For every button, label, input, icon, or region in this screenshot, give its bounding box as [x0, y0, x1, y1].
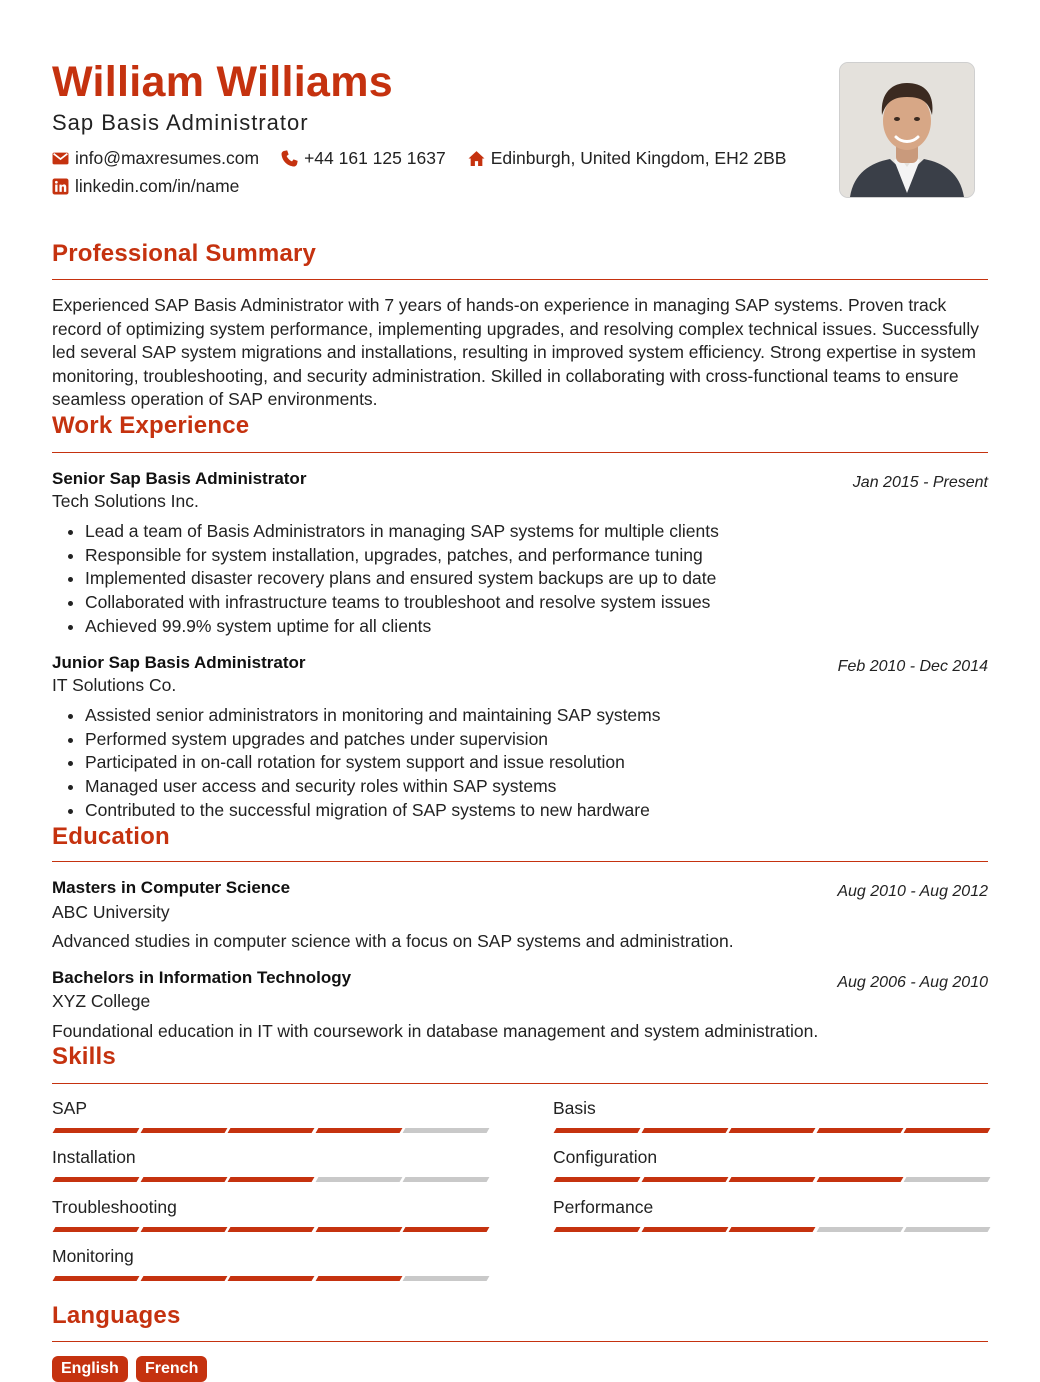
skill-segment-filled — [729, 1177, 815, 1182]
skill-segment-filled — [53, 1227, 139, 1232]
education-heading: Education — [52, 823, 170, 850]
degree-description: Advanced studies in computer science with a focus on SAP systems and administration. — [52, 931, 734, 951]
skill-segment-filled — [140, 1177, 226, 1182]
job-company: IT Solutions Co. — [52, 675, 177, 695]
degree-dates: Aug 2010 - Aug 2012 — [837, 883, 988, 900]
summary-heading: Professional Summary — [52, 240, 317, 267]
degree-description: Foundational education in IT with coursework in database management and system administration. — [52, 1021, 819, 1041]
skill-segment-filled — [641, 1128, 727, 1133]
skill-segment-filled — [228, 1177, 314, 1182]
school-name: XYZ College — [52, 991, 151, 1011]
job-title: Senior Sap Basis Administrator — [52, 469, 307, 488]
skill-segment-filled — [140, 1128, 226, 1133]
candidate-name: William Williams — [52, 58, 393, 106]
list-item: • Collaborated with infrastructure teams to troubleshoot and resolve system issues — [85, 591, 719, 615]
skill-segment-filled — [315, 1276, 401, 1281]
skill-segment-filled — [403, 1227, 489, 1232]
skill-segment-filled — [816, 1177, 902, 1182]
summary-text: Experienced SAP Basis Administrator with 7 years of hands-on experience in managing SAP systems. Proven track record of optimizing system performance, implementing upgrades, and resolving complex technical issues. Successfully led several SAP system migrations and installations, resulting in improved system efficiency. Strong expertise in system monitoring, troubleshooting, and security administration. Skilled in collaborating with cross-functional teams to ensure seamless operation of SAP environments. — [52, 295, 979, 410]
job-dates: Feb 2010 - Dec 2014 — [837, 658, 988, 675]
skill-segment-filled — [228, 1276, 314, 1281]
skills-divider — [52, 1083, 988, 1084]
contact-row — [52, 148, 808, 169]
languages-divider — [52, 1341, 988, 1342]
skill-segment-filled — [816, 1128, 902, 1133]
skill-rating-bar — [54, 1177, 488, 1182]
contact-email[interactable] — [52, 148, 259, 169]
location-text: Edinburgh, United Kingdom, EH2 2BB — [490, 148, 787, 168]
contact-phone[interactable] — [281, 148, 446, 169]
contact-linkedin[interactable] — [52, 176, 239, 197]
degree-title: Masters in Computer Science — [52, 878, 291, 897]
phone-text: +44 161 125 1637 — [304, 148, 446, 168]
skill-rating-bar — [54, 1128, 488, 1133]
skill-segment-filled — [729, 1128, 815, 1133]
linkedin-text: linkedin.com/in/name — [75, 176, 240, 196]
job-bullets — [52, 520, 719, 639]
envelope-icon — [52, 150, 69, 167]
list-item: • Achieved 99.9% system uptime for all clients — [85, 615, 719, 639]
list-item: • Responsible for system installation, upgrades, patches, and performance tuning — [85, 544, 719, 568]
email-text: info@maxresumes.com — [75, 148, 260, 168]
skill-label: Performance — [553, 1197, 654, 1217]
skill-segment-filled — [554, 1128, 640, 1133]
phone-icon — [281, 150, 298, 167]
skill-segment-empty — [904, 1227, 990, 1232]
language-chip: French — [136, 1356, 207, 1382]
languages-heading: Languages — [52, 1302, 181, 1329]
skill-segment-empty — [403, 1177, 489, 1182]
list-item: • Performed system upgrades and patches under supervision — [85, 728, 661, 752]
skill-segment-filled — [228, 1128, 314, 1133]
list-item: • Managed user access and security roles within SAP systems — [85, 775, 661, 799]
profile-photo — [839, 62, 975, 198]
skill-label: Basis — [553, 1098, 596, 1118]
skill-segment-filled — [228, 1227, 314, 1232]
skill-segment-filled — [315, 1227, 401, 1232]
skill-segment-filled — [554, 1227, 640, 1232]
degree-dates: Aug 2006 - Aug 2010 — [837, 974, 988, 991]
summary-divider — [52, 279, 988, 280]
skills-heading: Skills — [52, 1043, 116, 1070]
job-company: Tech Solutions Inc. — [52, 491, 199, 511]
contact-location — [468, 148, 787, 169]
skill-rating-bar — [555, 1128, 989, 1133]
list-item: • Participated in on-call rotation for system support and issue resolution — [85, 751, 661, 775]
skill-segment-filled — [140, 1276, 226, 1281]
skill-segment-empty — [816, 1227, 902, 1232]
home-icon — [468, 150, 485, 167]
skill-rating-bar — [54, 1276, 488, 1281]
list-item: • Implemented disaster recovery plans and ensured system backups are up to date — [85, 567, 719, 591]
degree-title: Bachelors in Information Technology — [52, 968, 352, 987]
experience-divider — [52, 452, 988, 453]
job-dates: Jan 2015 - Present — [852, 474, 988, 491]
skill-segment-empty — [403, 1276, 489, 1281]
candidate-title: Sap Basis Administrator — [52, 110, 309, 135]
skill-label: Configuration — [553, 1147, 658, 1167]
skill-segment-empty — [904, 1177, 990, 1182]
skill-label: SAP — [52, 1098, 88, 1118]
person-photo-icon — [840, 63, 974, 197]
list-item: • Lead a team of Basis Administrators in managing SAP systems for multiple clients — [85, 520, 719, 544]
skill-rating-bar — [555, 1177, 989, 1182]
skill-segment-filled — [53, 1128, 139, 1133]
education-divider — [52, 861, 988, 862]
skill-rating-bar — [555, 1227, 989, 1232]
skill-segment-filled — [53, 1177, 139, 1182]
skill-segment-filled — [904, 1128, 990, 1133]
skill-segment-filled — [140, 1227, 226, 1232]
linkedin-icon — [52, 178, 69, 195]
skill-rating-bar — [54, 1227, 488, 1232]
job-title: Junior Sap Basis Administrator — [52, 653, 306, 672]
skill-label: Monitoring — [52, 1246, 134, 1266]
skill-segment-filled — [554, 1177, 640, 1182]
skill-segment-filled — [641, 1227, 727, 1232]
school-name: ABC University — [52, 902, 170, 922]
list-item: • Contributed to the successful migration of SAP systems to new hardware — [85, 799, 661, 823]
language-chip: English — [52, 1356, 128, 1382]
skill-label: Installation — [52, 1147, 136, 1167]
list-item: • Assisted senior administrators in monitoring and maintaining SAP systems — [85, 704, 661, 728]
skill-segment-empty — [403, 1128, 489, 1133]
contact-row-2 — [52, 176, 261, 197]
skill-segment-empty — [315, 1177, 401, 1182]
job-bullets — [52, 704, 661, 823]
skill-segment-filled — [641, 1177, 727, 1182]
skill-segment-filled — [729, 1227, 815, 1232]
skill-segment-filled — [53, 1276, 139, 1281]
skill-label: Troubleshooting — [52, 1197, 177, 1217]
skill-segment-filled — [315, 1128, 401, 1133]
experience-heading: Work Experience — [52, 412, 250, 439]
